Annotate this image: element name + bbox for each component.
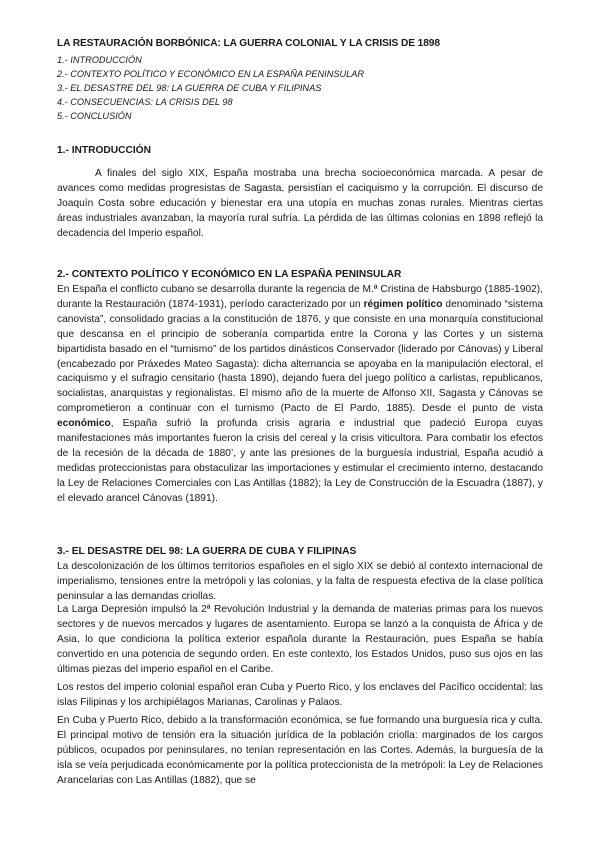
toc-item: 4.- CONSECUENCIAS: LA CRISIS DEL 98: [57, 97, 233, 107]
section-3-paragraph: La Larga Depresión impulsó la 2ª Revolución Industrial y la demanda de materias primas para los nuevos sectores y de nuevos mercados y lugares de asentamiento. Europa se lanzó a la conquista de África y de Asia, lo que condiciona la política exterior española durante la Restauración, pues España se había convertido en una potencia de segundo orden. En este contexto, los Estados Unidos, puso sus ojos en las últimas piezas del imperio español en el Caribe.: [57, 604, 543, 675]
table-of-contents: [57, 53, 364, 123]
section-2-text: , España sufrió la profunda crisis agraria e industrial que padeció Europa cuyas manifestaciones más importantes fueron la crisis del cereal y la crisis viticultora. Para combatir los efectos de la recesión de la década de 1880’, y ante las presiones de la burguesía industrial, España acudió a medidas proteccionistas para obstaculizar las importaciones y estimular el crecimiento interno, destacando la Ley de Relaciones Comerciales con Las Antillas (1882); la Ley de Construcción de la Escuadra (1887), y el elevado arancel Cánovas (1891).: [57, 418, 543, 504]
toc-item: 1.- INTRODUCCIÓN: [57, 55, 142, 65]
document-title: LA RESTAURACIÓN BORBÓNICA: LA GUERRA COLONIAL Y LA CRISIS DE 1898: [57, 38, 440, 49]
section-2-text: denominado “sistema canovista”, consolidado gracias a la constitución de 1876, y que consiste en una monarquía constitucional que descansa en el principio de soberanía compartida entre la Corona y las Cortes y un sistema bipartidista basado en el “turnismo” de los partidos dinásticos Conservador (liderado por Cánovas) y Liberal (encabezado por Práxedes Mateo Sagasta): dicha alternancia se apoyaba en la manipulación electoral, el caciquismo y el sufragio censitario (hasta 1890), dejando fuera del juego político a carlistas, republicanos, socialistas, anarquistas y regionalistas. El mismo año de la muerte de Alfonso XII, Sagasta y Cánovas se comprometieron a continuar con el turnismo (Pacto de El Pardo, 1885). Desde el punto de vista: [57, 298, 543, 415]
section-3-paragraph: Los restos del imperio colonial español eran Cuba y Puerto Rico, y los enclaves del Pacífico occidental: las islas Filipinas y los archipiélagos Marianas, Carolinas y Palaos.: [57, 682, 543, 708]
section-2-emphasis: económico: [57, 418, 111, 430]
section-2-paragraph: [57, 283, 543, 507]
section-2-heading: 2.- CONTEXTO POLÍTICO Y ECONÓMICO EN LA ESPAÑA PENINSULAR: [57, 269, 402, 280]
section-2-text: En España el conflicto cubano se desarrolla durante la regencia de M.ª Cristina de Habsburgo (1885-1902), durante la Restauración (1874-1931), período caracterizado por un: [57, 284, 543, 310]
section-1-heading: 1.- INTRODUCCIÓN: [57, 145, 151, 156]
toc-item: 5.- CONCLUSIÓN: [57, 111, 132, 121]
section-1-paragraph: A finales del siglo XIX, España mostraba una brecha socioeconómica marcada. A pesar de avances como medidas progresistas de Sagasta, persistían el caciquismo y la corrupción. El discurso de Joaquín Costa sobre educación y bienestar era una utopía en muchas zonas rurales. Mientras ciertas áreas industriales avanzaban, la mayoría rural sufría. La pérdida de las últimas colonias en 1898 reflejó la decadencia del Imperio español.: [57, 168, 543, 239]
section-3-paragraph: La descolonización de los últimos territorios españoles en el siglo XIX se debió al contexto internacional de imperialismo, tensiones entre la metrópoli y las colonias, y la falta de respuesta efectiva de la clase política peninsular a las demandas criollas.: [57, 561, 543, 602]
section-2-emphasis: régimen político: [363, 298, 443, 310]
section-3-paragraph: En Cuba y Puerto Rico, debido a la transformación económica, se fue formando una burguesía rica y culta. El principal motivo de tensión era la situación jurídica de la población criolla: marginados de los cargos públicos, ocupados por peninsulares, no tenían representación en las Cortes. Además, la burguesía de la isla se veía perjudicada económicamente por la política proteccionista de la metrópoli: la Ley de Relaciones Arancelarias con Las Antillas (1882), que se: [57, 715, 543, 786]
section-3-heading: 3.- EL DESASTRE DEL 98: LA GUERRA DE CUBA Y FILIPINAS: [57, 546, 357, 557]
toc-item: 3.- EL DESASTRE DEL 98: LA GUERRA DE CUBA Y FILIPINAS: [57, 83, 322, 93]
toc-item: 2.- CONTEXTO POLÍTICO Y ECONÓMICO EN LA ESPAÑA PENINSULAR: [57, 69, 364, 79]
